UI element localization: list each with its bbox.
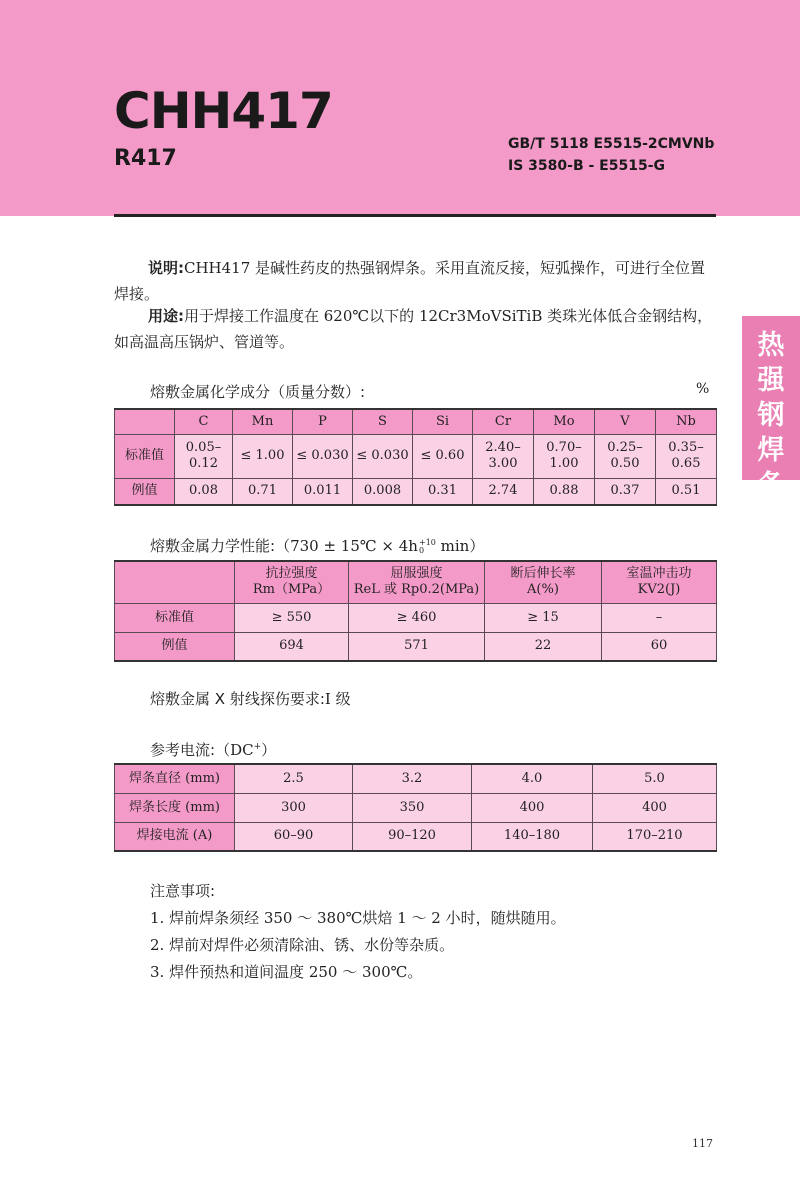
table-cell: 2.40–3.00 [473, 434, 534, 478]
table-cell: 170–210 [593, 822, 717, 851]
note-item: 3. 焊件预热和道间温度 250 ～ 300℃。 [150, 963, 423, 981]
description-paragraph [114, 255, 720, 307]
table-cell: 0.31 [413, 478, 473, 505]
side-tab-char: 强 [757, 365, 785, 396]
column-name: 断后伸长率 [510, 566, 576, 582]
table-cell: 0.05–0.12 [175, 434, 233, 478]
chem-header-cell: Mo [534, 409, 595, 434]
table-cell: 3.2 [353, 764, 472, 793]
table-cell: ≤ 0.030 [353, 434, 413, 478]
mech-header-cell [602, 561, 717, 603]
mech-example-row [115, 632, 717, 661]
current-polarity: （DC [215, 741, 254, 759]
side-tab-char: 钢 [757, 400, 785, 431]
column-name: 屈服强度 [390, 566, 443, 582]
mech-header-cell [235, 561, 349, 603]
mech-header-cell [485, 561, 602, 603]
side-tab-char: 热 [757, 330, 785, 361]
mech-condition-end: min） [435, 537, 485, 555]
table-cell: ≤ 0.030 [293, 434, 353, 478]
tolerance-sub: 0 [418, 546, 425, 555]
polarity-sup: + [253, 742, 262, 752]
table-cell: 400 [593, 793, 717, 822]
current-table [114, 763, 717, 852]
column-unit: KV2(J) [637, 582, 681, 598]
row-label: 焊条直径 (mm) [115, 764, 235, 793]
mech-condition-tolerance [419, 539, 436, 555]
table-cell: 5.0 [593, 764, 717, 793]
notes-title: 注意事项: [150, 882, 216, 900]
table-cell: 2.74 [473, 478, 534, 505]
mech-title: 熔敷金属力学性能: [150, 537, 276, 555]
table-cell: 2.5 [235, 764, 353, 793]
chem-section-title [150, 381, 365, 402]
mech-header-row [115, 561, 717, 603]
column-unit: ReL 或 Rp0.2(MPa) [353, 582, 480, 598]
table-cell: 0.008 [353, 478, 413, 505]
tolerance-sup: +10 [418, 538, 436, 547]
standard-gb: GB/T 5118 E5515-2CMVNb [508, 136, 715, 152]
chem-standard-row [115, 434, 717, 478]
category-side-tab [742, 316, 800, 501]
table-cell: 694 [235, 632, 349, 661]
table-cell: 60–90 [235, 822, 353, 851]
chem-header-cell: V [595, 409, 656, 434]
current-polarity-end: ） [261, 741, 277, 759]
row-label: 例值 [115, 632, 235, 661]
table-cell: 4.0 [472, 764, 593, 793]
column-unit: A(%) [527, 582, 559, 598]
chem-header-cell [115, 409, 175, 434]
current-title: 参考电流: [150, 741, 216, 759]
chem-header-cell: Cr [473, 409, 534, 434]
description-label: 说明: [148, 259, 184, 277]
column-name: 室温冲击功 [626, 566, 692, 582]
row-label: 例值 [115, 478, 175, 505]
row-label: 焊条长度 (mm) [115, 793, 235, 822]
table-cell: ≤ 0.60 [413, 434, 473, 478]
standard-is: IS 3580-B - E5515-G [508, 158, 666, 174]
side-tab-char: 条 [757, 470, 785, 501]
table-cell: – [602, 603, 717, 632]
model-title: CHH417 [114, 82, 333, 140]
table-cell: 0.25–0.50 [595, 434, 656, 478]
table-cell: 140–180 [472, 822, 593, 851]
current-row [115, 764, 717, 793]
table-cell: 0.011 [293, 478, 353, 505]
chem-example-row [115, 478, 717, 505]
row-label: 标准值 [115, 434, 175, 478]
chem-header-cell: S [353, 409, 413, 434]
header-band [0, 0, 800, 216]
chem-table [114, 408, 717, 506]
side-tab-char: 焊 [757, 435, 785, 466]
row-label: 焊接电流 (A) [115, 822, 235, 851]
mech-header-cell [115, 561, 235, 603]
table-cell: ≥ 550 [235, 603, 349, 632]
table-cell: 300 [235, 793, 353, 822]
table-cell: 60 [602, 632, 717, 661]
usage-label: 用途: [148, 307, 184, 325]
table-cell: ≥ 15 [485, 603, 602, 632]
row-label: 标准值 [115, 603, 235, 632]
chem-header-cell: Mn [233, 409, 293, 434]
description-text: CHH417 是碱性药皮的热强钢焊条。采用直流反接，短弧操作，可进行全位置焊接。 [114, 259, 706, 303]
column-unit: Rm（MPa） [252, 582, 331, 598]
table-cell: 22 [485, 632, 602, 661]
mech-standard-row [115, 603, 717, 632]
table-cell: 90–120 [353, 822, 472, 851]
table-cell: ≥ 460 [349, 603, 485, 632]
xray-label: 熔敷金属 X 射线探伤要求: [150, 690, 325, 708]
table-cell: 0.35–0.65 [656, 434, 717, 478]
notes-section [150, 878, 566, 986]
table-cell: ≤ 1.00 [233, 434, 293, 478]
mech-table [114, 560, 717, 662]
chem-header-cell: Si [413, 409, 473, 434]
header-divider [114, 214, 716, 217]
table-cell: 0.71 [233, 478, 293, 505]
page-number: 117 [692, 1137, 713, 1150]
chem-header-cell: Nb [656, 409, 717, 434]
model-subtitle: R417 [114, 146, 177, 171]
mech-condition: （730 ± 15℃ × 4h [275, 537, 418, 555]
note-item: 1. 焊前焊条须经 350 ～ 380℃烘焙 1 ～ 2 小时，随烘随用。 [150, 909, 566, 927]
column-name: 抗拉强度 [265, 566, 318, 582]
table-cell: 0.70–1.00 [534, 434, 595, 478]
table-cell: 571 [349, 632, 485, 661]
table-cell: 0.88 [534, 478, 595, 505]
xray-requirement [150, 688, 351, 709]
usage-text: 用于焊接工作温度在 620℃以下的 12Cr3MoVSiTiB 类珠光体低合金钢结构，如高温高压锅炉、管道等。 [114, 307, 713, 351]
note-item: 2. 焊前对焊件必须清除油、锈、水份等杂质。 [150, 936, 455, 954]
usage-paragraph [114, 303, 720, 355]
table-cell: 400 [472, 793, 593, 822]
chem-header-row [115, 409, 717, 434]
current-row [115, 793, 717, 822]
current-section-title [150, 739, 276, 760]
table-cell: 0.51 [656, 478, 717, 505]
table-cell: 350 [353, 793, 472, 822]
table-cell: 0.08 [175, 478, 233, 505]
chem-header-cell: C [175, 409, 233, 434]
table-cell: 0.37 [595, 478, 656, 505]
mech-section-title [150, 535, 484, 556]
chem-header-cell: P [293, 409, 353, 434]
xray-value: I 级 [324, 690, 351, 708]
current-row [115, 822, 717, 851]
chem-unit: % [696, 381, 710, 397]
mech-header-cell [349, 561, 485, 603]
chem-title: 熔敷金属化学成分（质量分数）: [150, 383, 366, 401]
